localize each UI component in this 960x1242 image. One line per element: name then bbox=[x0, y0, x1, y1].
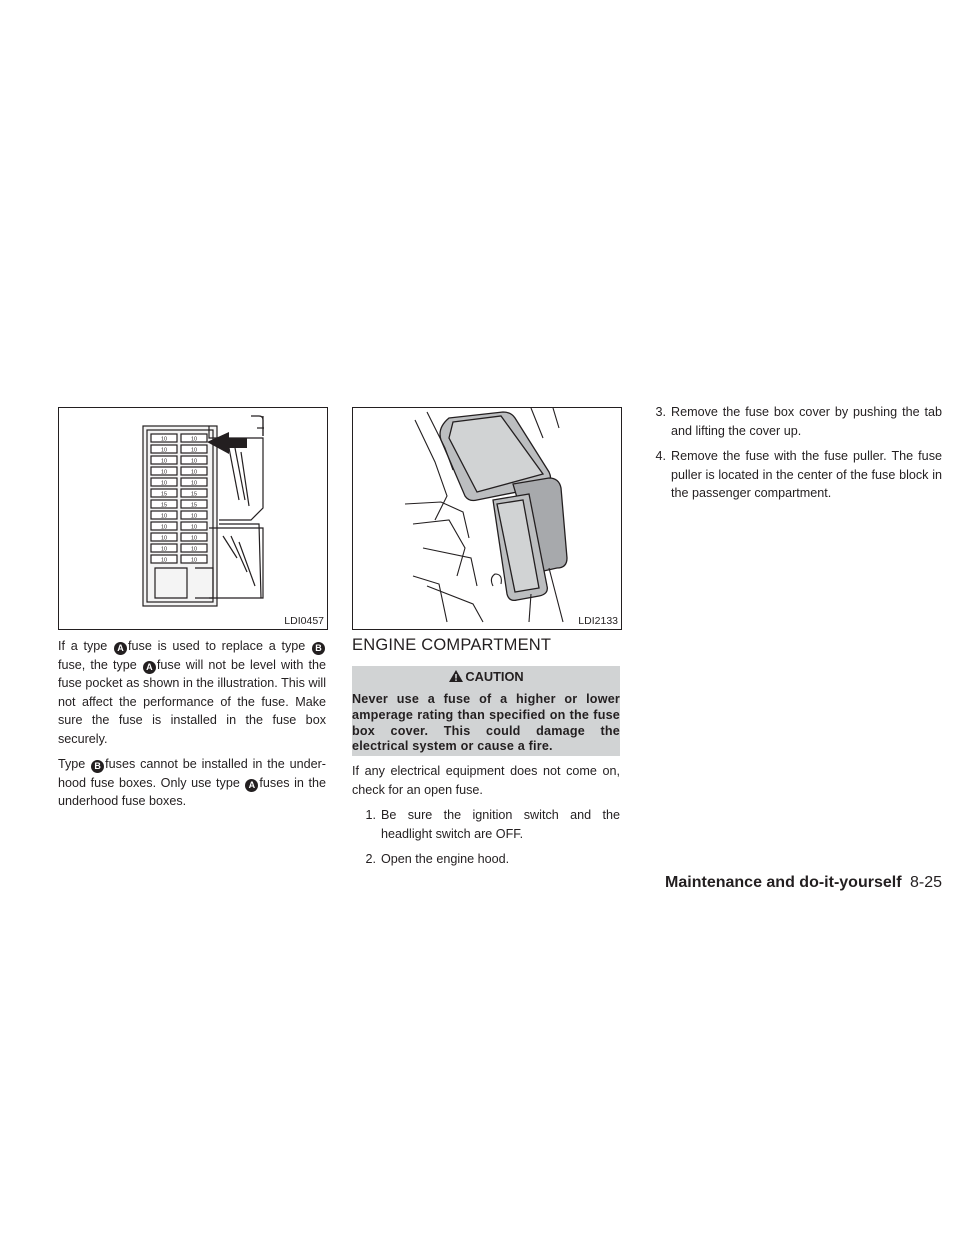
list-number: 4. bbox=[655, 449, 666, 463]
paragraph-fuse-types bbox=[58, 637, 326, 748]
fuse-rating-label: 10 bbox=[160, 436, 168, 443]
fuse-rating-label: 10 bbox=[160, 524, 168, 531]
fuse-rating-label: 10 bbox=[190, 557, 198, 564]
warning-icon bbox=[448, 669, 464, 683]
fuse-rating-label: 15 bbox=[190, 491, 198, 498]
fuse-rating-label: 10 bbox=[190, 458, 198, 465]
marker-b: B bbox=[312, 642, 325, 655]
fuse-rating-label: 10 bbox=[190, 546, 198, 553]
text-span: Type bbox=[58, 757, 86, 771]
list-text: Remove the fuse box cover by pushing the tab and lifting the cover up. bbox=[671, 405, 942, 438]
list-number: 1. bbox=[365, 808, 376, 822]
caution-box bbox=[352, 666, 620, 756]
column-left-text bbox=[58, 637, 326, 818]
list-item bbox=[642, 447, 942, 503]
text-span: fuse, the type bbox=[58, 657, 137, 672]
footer-section-title: Maintenance and do-it-yourself bbox=[665, 874, 902, 891]
text-span: fuses cannot be installed in the under-hood fuse boxes. Only use type bbox=[58, 757, 326, 790]
fuse-rating-label: 10 bbox=[160, 469, 168, 476]
list-text: Open the engine hood. bbox=[381, 852, 510, 866]
fuse-rating-label: 10 bbox=[190, 535, 198, 542]
figure-label-left: LDI0457 bbox=[284, 615, 324, 627]
fuse-block-illustration bbox=[58, 407, 328, 630]
fuse-rating-label: 10 bbox=[190, 513, 198, 520]
fuse-rating-label: 10 bbox=[160, 480, 168, 487]
list-number: 2. bbox=[365, 852, 376, 866]
page-footer bbox=[620, 874, 942, 892]
text-span: fuse is used to replace a type bbox=[128, 639, 306, 653]
engine-fuse-box-drawing bbox=[353, 408, 621, 629]
list-text: Remove the fuse with the fuse puller. The fuse puller is located in the center of the fuse block in the passenger compartment. bbox=[671, 449, 942, 500]
column-right-text bbox=[642, 403, 942, 510]
text-span: fuse will not be level with the fuse pocket as shown in the illustration. This will not affect the performance of the fuse. Make sure the fuse is installed in the fuse box securely. bbox=[58, 657, 327, 746]
caution-title-text: CAUTION bbox=[465, 669, 524, 684]
list-text: Be sure the ignition switch and the headlight switch are OFF. bbox=[381, 808, 620, 841]
list-item bbox=[642, 403, 942, 440]
column-middle-text bbox=[352, 762, 620, 876]
fuse-rating-label: 10 bbox=[160, 447, 168, 454]
fuse-rating-label: 10 bbox=[190, 447, 198, 454]
text-span: fuses in the underhood fuse boxes. bbox=[58, 775, 326, 808]
figure-label-right: LDI2133 bbox=[578, 615, 618, 627]
fuse-rating-label: 10 bbox=[160, 513, 168, 520]
list-item bbox=[352, 850, 620, 869]
section-heading: ENGINE COMPARTMENT bbox=[352, 636, 552, 654]
caution-title bbox=[352, 666, 620, 688]
fuse-rating-label: 10 bbox=[190, 524, 198, 531]
fuse-rating-label: 10 bbox=[190, 480, 198, 487]
caution-text: Never use a fuse of a higher or lower amperage rating than specified on the fuse box cover. This could damage the electrical system or cause a fire. bbox=[352, 692, 620, 754]
fuse-rating-label: 10 bbox=[190, 436, 198, 443]
fuse-rating-label: 10 bbox=[160, 458, 168, 465]
fuse-rating-label: 10 bbox=[160, 557, 168, 564]
list-item bbox=[352, 806, 620, 843]
marker-a: A bbox=[245, 779, 258, 792]
fuse-rating-label: 15 bbox=[160, 491, 168, 498]
marker-a: A bbox=[143, 661, 156, 674]
paragraph-underhood-fuses bbox=[58, 755, 326, 811]
engine-fuse-box-illustration bbox=[352, 407, 622, 630]
marker-a: A bbox=[114, 642, 127, 655]
intro-paragraph: If any electrical equipment does not come on, check for an open fuse. bbox=[352, 764, 620, 797]
fuse-rating-label: 10 bbox=[190, 469, 198, 476]
list-number: 3. bbox=[655, 405, 666, 419]
fuse-rating-label: 15 bbox=[160, 502, 168, 509]
fuse-rating-label: 10 bbox=[160, 546, 168, 553]
page-number: 8-25 bbox=[909, 874, 942, 891]
fuse-rating-label: 15 bbox=[190, 502, 198, 509]
fuse-block-drawing bbox=[59, 408, 327, 629]
fuse-rating-label: 10 bbox=[160, 535, 168, 542]
text-span: If a type bbox=[58, 639, 108, 653]
marker-b: B bbox=[91, 760, 104, 773]
